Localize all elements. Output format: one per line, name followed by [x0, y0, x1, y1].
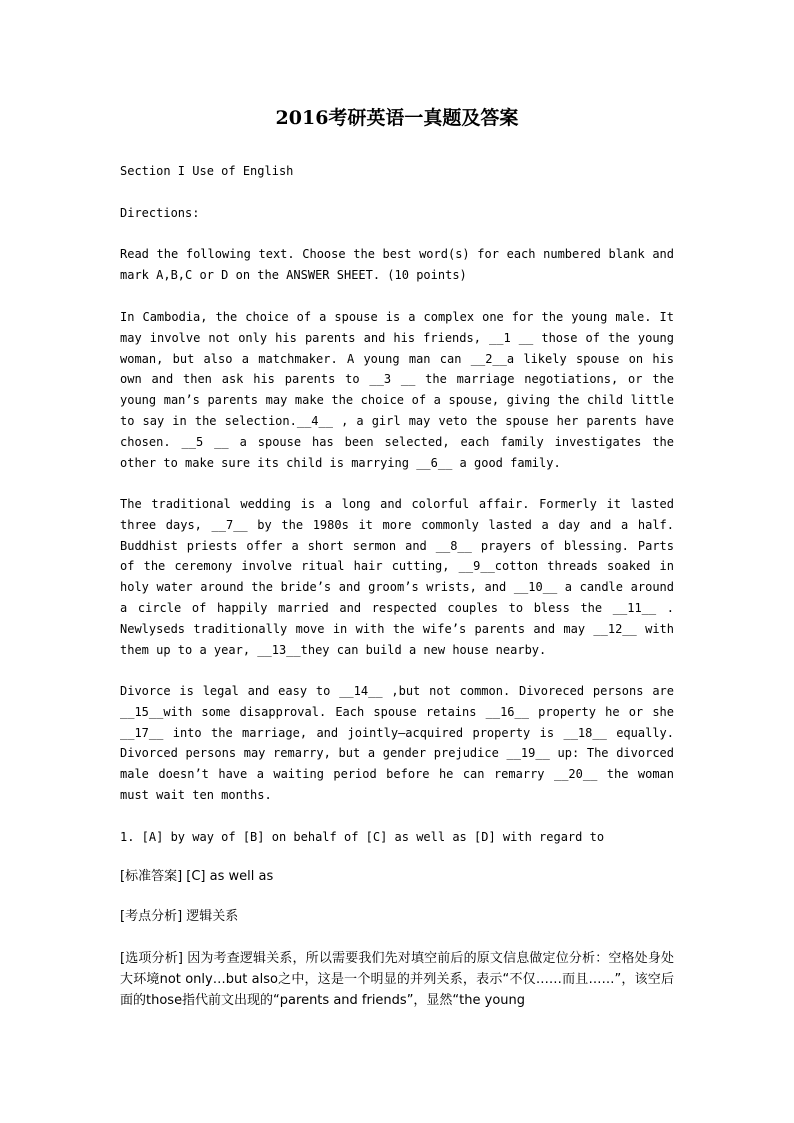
directions-text: Read the following text. Choose the best word(s) for each numbered blank and mark A,B,C or D on the ANSWER SHEET. (10 points): [120, 247, 674, 282]
analysis-1: [考点分析] 逻辑关系: [120, 909, 239, 924]
answer-1: [标准答案] [C] as well as: [120, 869, 274, 884]
directions-label: Directions:: [120, 206, 200, 220]
section-heading: Section I Use of English: [120, 164, 294, 178]
question-1: 1. [A] by way of [B] on behalf of [C] as well as [D] with regard to: [120, 830, 605, 844]
passage-paragraph-2: The traditional wedding is a long and colorful affair. Formerly it lasted three days, __7__ by the 1980s it more commonly lasted a day and a half. Buddhist priests offer a short sermon and __8__ prayers of blessing. Parts of the ceremony involve ritual hair cutting, __9__cotton threads soaked in holy water around the bride’s and groom’s wrists, and __10__ a candle around a circle of happily married and respected couples to bless the __11__ . Newlyseds traditionally move in with the wife’s parents and may __12__ with them up to a year, __13__they can build a new house nearby.: [120, 497, 674, 657]
option-analysis-1: [选项分析] 因为考查逻辑关系，所以需要我们先对填空前后的原文信息做定位分析：空格处身处大环境not only…but also之中，这是一个明显的并列关系，表示“不仅……而且……”，该空后面的those指代前文出现的“parents and friends”，显然“the young: [120, 951, 674, 1008]
passage-paragraph-1: In Cambodia, the choice of a spouse is a complex one for the young male. It may involve not only his parents and his friends, __1 __ those of the young woman, but also a matchmaker. A young man can __2__a likely spouse on his own and then ask his parents to __3 __ the marriage negotiations, or the young man’s parents may make the choice of a spouse, giving the child little to say in the selection.__4__ , a girl may veto the spouse her parents have chosen. __5 __ a spouse has been selected, each family investigates the other to make sure its child is marrying __6__ a good family.: [120, 310, 674, 470]
passage-paragraph-3: Divorce is legal and easy to __14__ ,but not common. Divoreced persons are __15__with some disapproval. Each spouse retains __16__ property he or she __17__ into the marriage, and jointly—acquired property is __18__ equally. Divorced persons may remarry, but a gender prejudice __19__ up: The divorced male doesn’t have a waiting period before he can remarry __20__ the woman must wait ten months.: [120, 684, 674, 802]
document-title: 2016考研英语一真题及答案: [275, 107, 519, 129]
